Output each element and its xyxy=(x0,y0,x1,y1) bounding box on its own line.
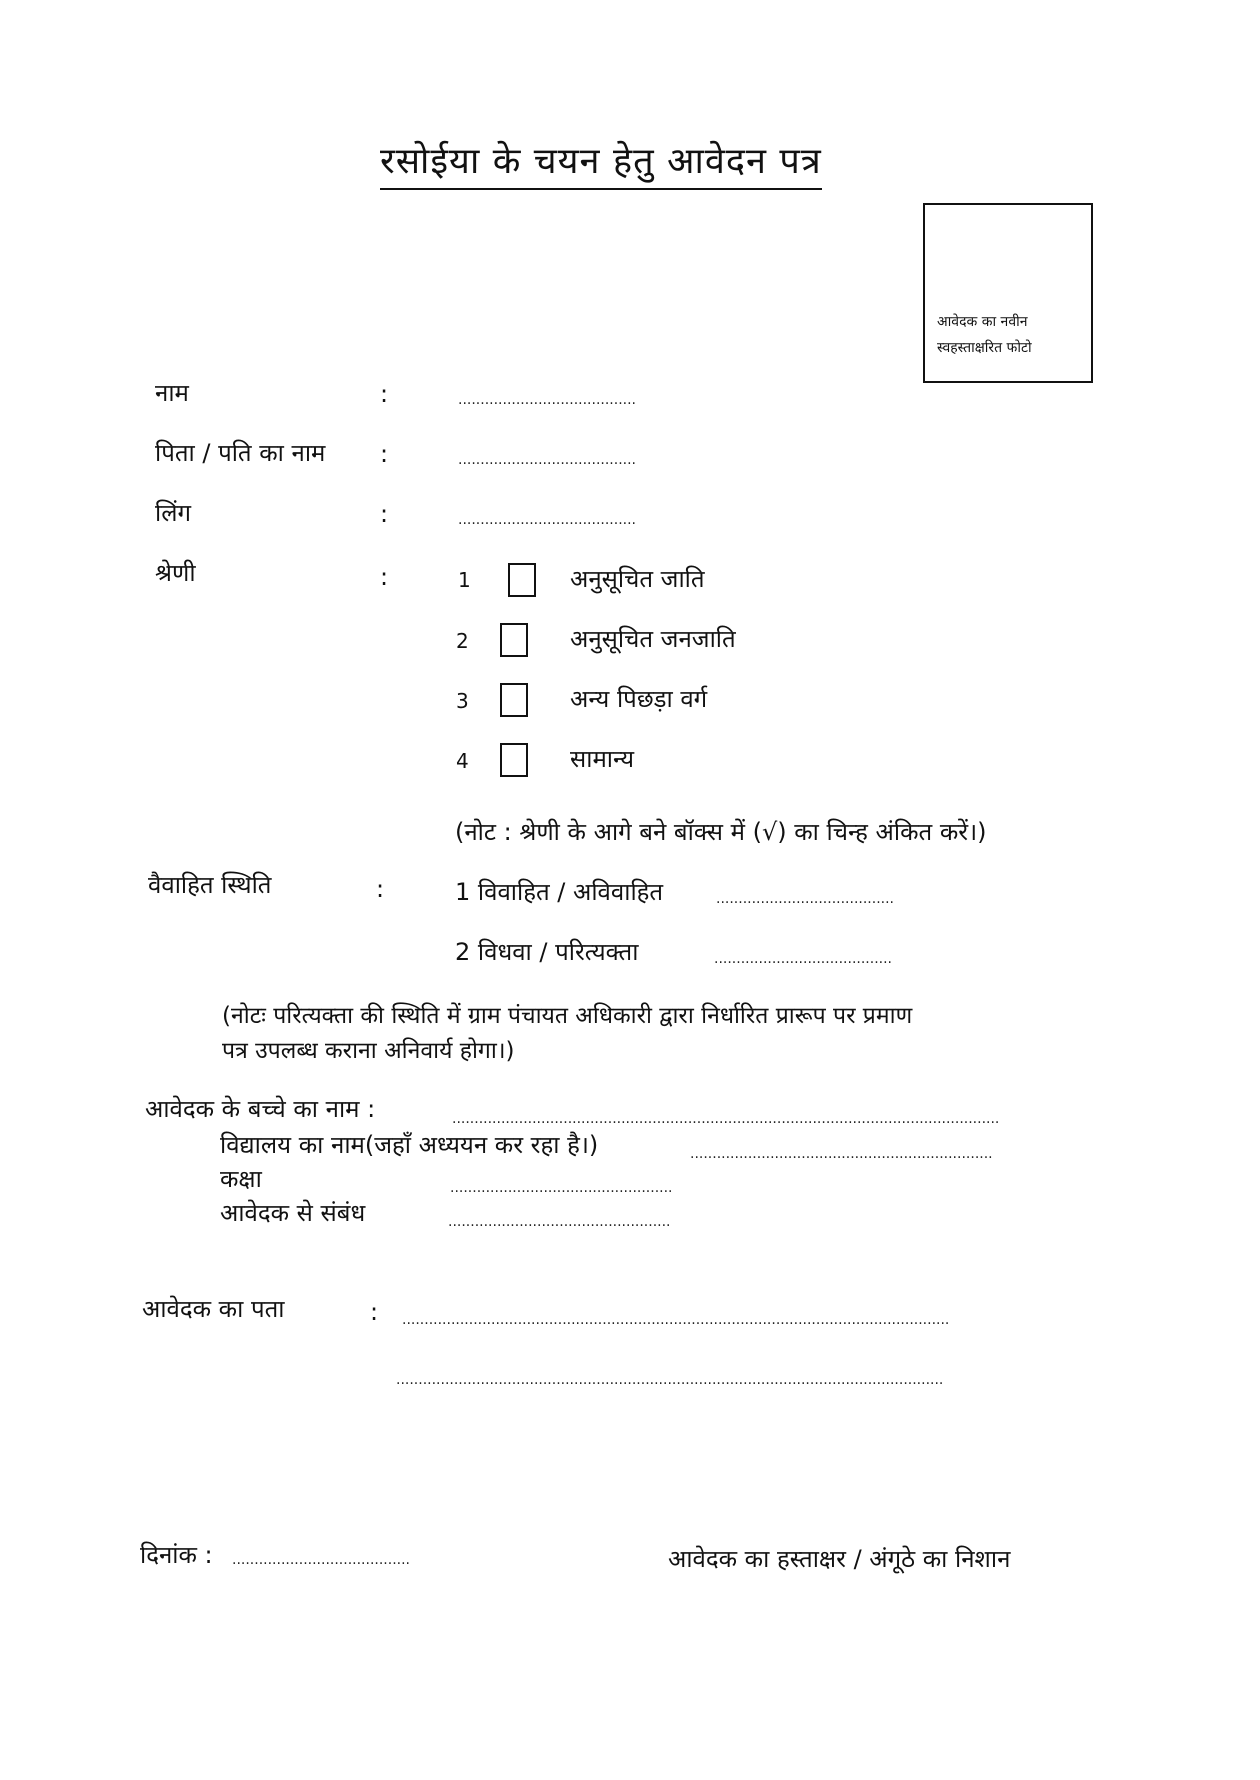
name-label: नाम xyxy=(155,379,189,407)
page-title: रसोईया के चयन हेतु आवेदन पत्र xyxy=(380,135,822,190)
date-field[interactable]: ........................................ xyxy=(232,1552,411,1568)
photo-box-label xyxy=(937,309,1032,361)
relation-label: आवेदक से संबंध xyxy=(220,1199,366,1227)
school-name-label: विद्यालय का नाम(जहाँ अध्ययन कर रहा है।) xyxy=(220,1131,599,1159)
marital-option-2-field[interactable]: ........................................ xyxy=(714,951,893,967)
marital-option-2: 2 विधवा / परित्यक्ता xyxy=(455,938,639,966)
father-husband-colon: : xyxy=(380,440,389,468)
father-husband-label: पिता / पति का नाम xyxy=(155,439,326,467)
marital-option-1: 1 विवाहित / अविवाहित xyxy=(455,878,664,906)
child-name-field[interactable]: ........................................................................................................................... xyxy=(452,1111,1000,1127)
abandoned-note-line2: पत्र उपलब्ध कराना अनिवार्य होगा।) xyxy=(222,1038,515,1064)
marital-status-label: वैवाहित स्थिति xyxy=(148,871,272,899)
category-option-2-label: अनुसूचित जनजाति xyxy=(570,625,736,653)
name-field[interactable]: ........................................ xyxy=(458,392,637,408)
category-option-4-number: 4 xyxy=(456,749,469,773)
address-colon: : xyxy=(370,1298,379,1326)
category-option-1-label: अनुसूचित जाति xyxy=(570,565,705,593)
category-option-3-number: 3 xyxy=(456,689,469,713)
photo-box-line1: आवेदक का नवीन xyxy=(937,314,1028,330)
address-field-line2[interactable]: ........................................................................................................................... xyxy=(396,1372,944,1388)
category-option-3-label: अन्य पिछड़ा वर्ग xyxy=(570,685,708,713)
date-label: दिनांक : xyxy=(140,1541,213,1569)
category-note: (नोट : श्रेणी के आगे बने बॉक्स में (√) का चिन्ह अंकित करें।) xyxy=(455,818,987,846)
photo-box-line2: स्वहस्ताक्षरित फोटो xyxy=(937,340,1032,356)
category-option-1-number: 1 xyxy=(458,568,471,592)
signature-label: आवेदक का हस्ताक्षर / अंगूठे का निशान xyxy=(668,1545,1011,1573)
father-husband-field[interactable]: ........................................ xyxy=(458,452,637,468)
name-colon: : xyxy=(380,380,389,408)
category-checkbox-4[interactable] xyxy=(500,743,528,777)
photo-box xyxy=(923,203,1093,383)
gender-label: लिंग xyxy=(155,499,191,527)
child-name-label: आवेदक के बच्चे का नाम : xyxy=(145,1095,376,1123)
category-option-4-label: सामान्य xyxy=(570,745,635,773)
class-label: कक्षा xyxy=(220,1165,262,1193)
abandoned-note-line1: (नोटः परित्यक्ता की स्थिति में ग्राम पंचायत अधिकारी द्वारा निर्धारित प्रारूप पर प्रमाण xyxy=(222,1003,913,1029)
category-colon: : xyxy=(380,563,389,591)
relation-field[interactable]: .................................................. xyxy=(448,1214,671,1230)
gender-colon: : xyxy=(380,500,389,528)
category-checkbox-3[interactable] xyxy=(500,683,528,717)
category-checkbox-2[interactable] xyxy=(500,623,528,657)
class-field[interactable]: .................................................. xyxy=(450,1180,673,1196)
category-checkbox-1[interactable] xyxy=(508,563,536,597)
category-option-2-number: 2 xyxy=(456,629,469,653)
marital-option-1-field[interactable]: ........................................ xyxy=(716,891,895,907)
school-name-field[interactable]: .................................................................... xyxy=(690,1146,993,1162)
category-label: श्रेणी xyxy=(155,559,196,587)
gender-field[interactable]: ........................................ xyxy=(458,512,637,528)
address-label: आवेदक का पता xyxy=(142,1295,285,1323)
address-field-line1[interactable]: ........................................................................................................................... xyxy=(402,1312,950,1328)
marital-status-colon: : xyxy=(376,875,385,903)
